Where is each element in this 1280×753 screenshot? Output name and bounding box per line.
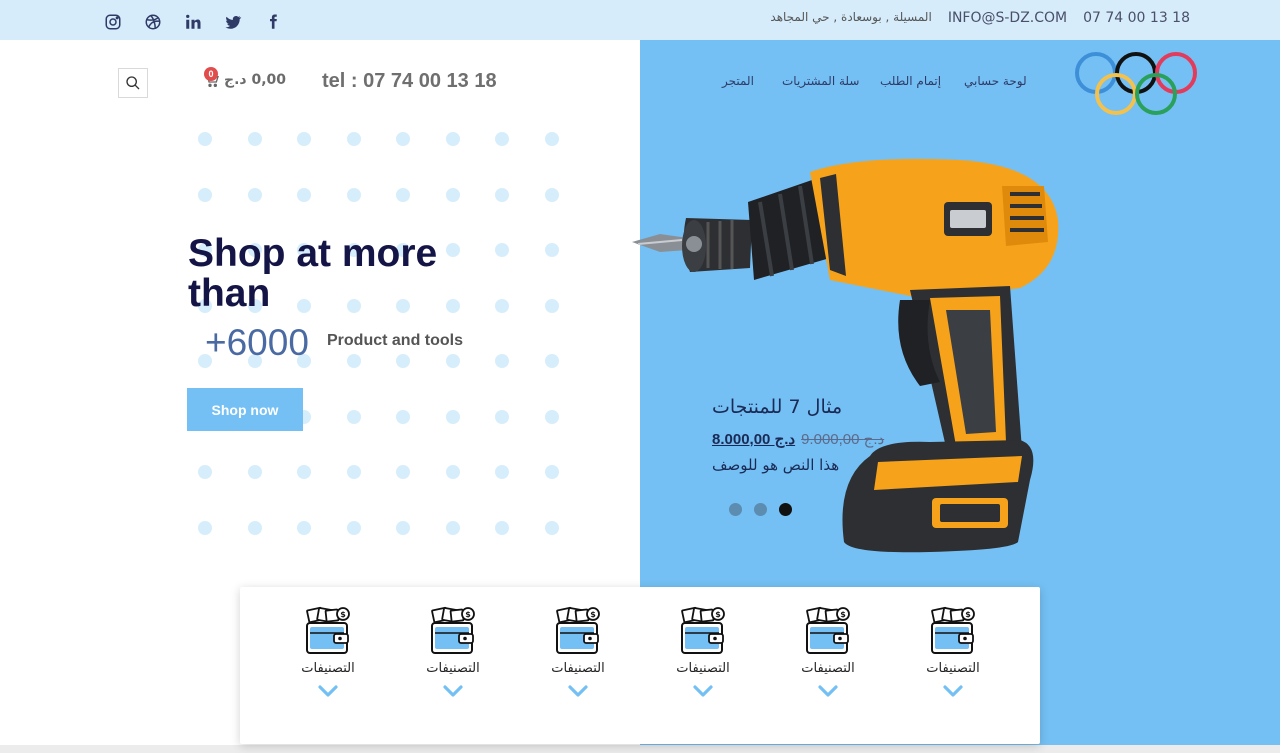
header-tel: tel : 07 74 00 13 18 xyxy=(322,70,497,92)
decorative-dot xyxy=(347,465,361,479)
top-contact xyxy=(770,10,1190,26)
price-old: 9.000,00 د.ج xyxy=(801,431,885,448)
dribbble-icon[interactable] xyxy=(142,12,164,32)
phone-text: 07 74 00 13 18 xyxy=(1083,10,1190,26)
decorative-dot xyxy=(545,465,559,479)
instagram-icon[interactable] xyxy=(102,12,124,32)
decorative-dot xyxy=(495,243,509,257)
category-item[interactable] xyxy=(283,605,373,730)
decorative-dot xyxy=(545,299,559,313)
decorative-dot xyxy=(545,410,559,424)
facebook-icon[interactable] xyxy=(262,12,284,32)
chevron-down-icon[interactable] xyxy=(942,684,964,698)
decorative-dot xyxy=(545,354,559,368)
decorative-dot xyxy=(545,521,559,535)
decorative-dot xyxy=(297,188,311,202)
search-icon xyxy=(125,75,141,91)
category-label: التصنيفات xyxy=(801,661,855,676)
decorative-dot xyxy=(297,521,311,535)
decorative-dot xyxy=(248,188,262,202)
decorative-dot xyxy=(495,354,509,368)
decorative-dot xyxy=(347,188,361,202)
product-description: هذا النص هو للوصف xyxy=(712,456,840,474)
decorative-dot xyxy=(495,188,509,202)
cart-count-badge: 0 xyxy=(204,67,218,81)
decorative-dot xyxy=(545,132,559,146)
decorative-dot xyxy=(495,132,509,146)
categories-card xyxy=(240,587,1040,744)
decorative-dot xyxy=(495,410,509,424)
decorative-dot xyxy=(446,521,460,535)
decorative-dot xyxy=(198,132,212,146)
category-item[interactable] xyxy=(783,605,873,730)
wallet-money-icon xyxy=(302,605,354,657)
decorative-dot xyxy=(248,521,262,535)
chevron-down-icon[interactable] xyxy=(692,684,714,698)
decorative-dot xyxy=(446,354,460,368)
decorative-dot xyxy=(446,410,460,424)
hero-subtitle: Product and tools xyxy=(327,332,463,349)
decorative-dot xyxy=(198,521,212,535)
decorative-dot xyxy=(396,132,410,146)
decorative-dot xyxy=(545,188,559,202)
linkedin-icon[interactable] xyxy=(182,12,204,32)
decorative-dot xyxy=(446,465,460,479)
shop-now-button[interactable]: Shop now xyxy=(187,388,303,431)
wallet-money-icon xyxy=(427,605,479,657)
decorative-dot xyxy=(396,465,410,479)
nav-checkout[interactable]: إتمام الطلب xyxy=(880,74,942,88)
nav-my-account[interactable]: لوحة حسابي xyxy=(964,74,1027,88)
category-item[interactable] xyxy=(908,605,998,730)
decorative-dot xyxy=(446,188,460,202)
price-new: 8.000,00 د.ج xyxy=(712,431,796,448)
decorative-dot xyxy=(248,465,262,479)
category-label: التصنيفات xyxy=(551,661,605,676)
hero-number: +6000 xyxy=(205,322,309,363)
address-text: المسيلة , بوسعادة , حي المجاهد xyxy=(770,10,932,24)
category-item[interactable] xyxy=(658,605,748,730)
olympic-rings-logo[interactable] xyxy=(1074,48,1198,120)
category-label: التصنيفات xyxy=(301,661,355,676)
decorative-dot xyxy=(396,188,410,202)
category-label: التصنيفات xyxy=(926,661,980,676)
wallet-money-icon xyxy=(927,605,979,657)
decorative-dot xyxy=(347,132,361,146)
top-bar xyxy=(0,0,1280,40)
decorative-dot xyxy=(495,465,509,479)
chevron-down-icon[interactable] xyxy=(317,684,339,698)
product-price xyxy=(712,430,884,448)
decorative-dot xyxy=(545,243,559,257)
email-link[interactable]: INFO@S-DZ.COM xyxy=(947,10,1068,26)
decorative-dot xyxy=(347,521,361,535)
decorative-dot xyxy=(396,521,410,535)
decorative-dot xyxy=(297,132,311,146)
chevron-down-icon[interactable] xyxy=(817,684,839,698)
decorative-dot xyxy=(446,132,460,146)
category-item[interactable] xyxy=(408,605,498,730)
decorative-dot xyxy=(495,299,509,313)
chevron-down-icon[interactable] xyxy=(567,684,589,698)
decorative-dot xyxy=(198,465,212,479)
slider-dot-3[interactable] xyxy=(779,503,792,516)
slider-dot-2[interactable] xyxy=(754,503,767,516)
category-label: التصنيفات xyxy=(676,661,730,676)
decorative-dot xyxy=(495,521,509,535)
category-item[interactable] xyxy=(533,605,623,730)
nav-shop[interactable]: المتجر xyxy=(722,74,754,88)
decorative-dot xyxy=(396,410,410,424)
decorative-dot xyxy=(347,354,361,368)
product-title[interactable]: مثال 7 للمنتجات xyxy=(712,396,843,418)
drill-product-image xyxy=(630,150,1070,560)
hero-title: Shop at more than xyxy=(188,232,438,315)
search-button[interactable] xyxy=(118,68,148,98)
slider-dot-1[interactable] xyxy=(729,503,742,516)
decorative-dot xyxy=(297,465,311,479)
category-label: التصنيفات xyxy=(426,661,480,676)
decorative-dot xyxy=(198,188,212,202)
chevron-down-icon[interactable] xyxy=(442,684,464,698)
bottom-strip xyxy=(0,745,1280,753)
wallet-money-icon xyxy=(552,605,604,657)
nav-cart[interactable]: سلة المشتريات xyxy=(782,74,860,88)
decorative-dot xyxy=(347,410,361,424)
decorative-dot xyxy=(396,354,410,368)
twitter-icon[interactable] xyxy=(222,12,244,32)
cart-total: 0,00 د.ج xyxy=(224,72,287,88)
decorative-dot xyxy=(248,132,262,146)
wallet-money-icon xyxy=(677,605,729,657)
wallet-money-icon xyxy=(802,605,854,657)
